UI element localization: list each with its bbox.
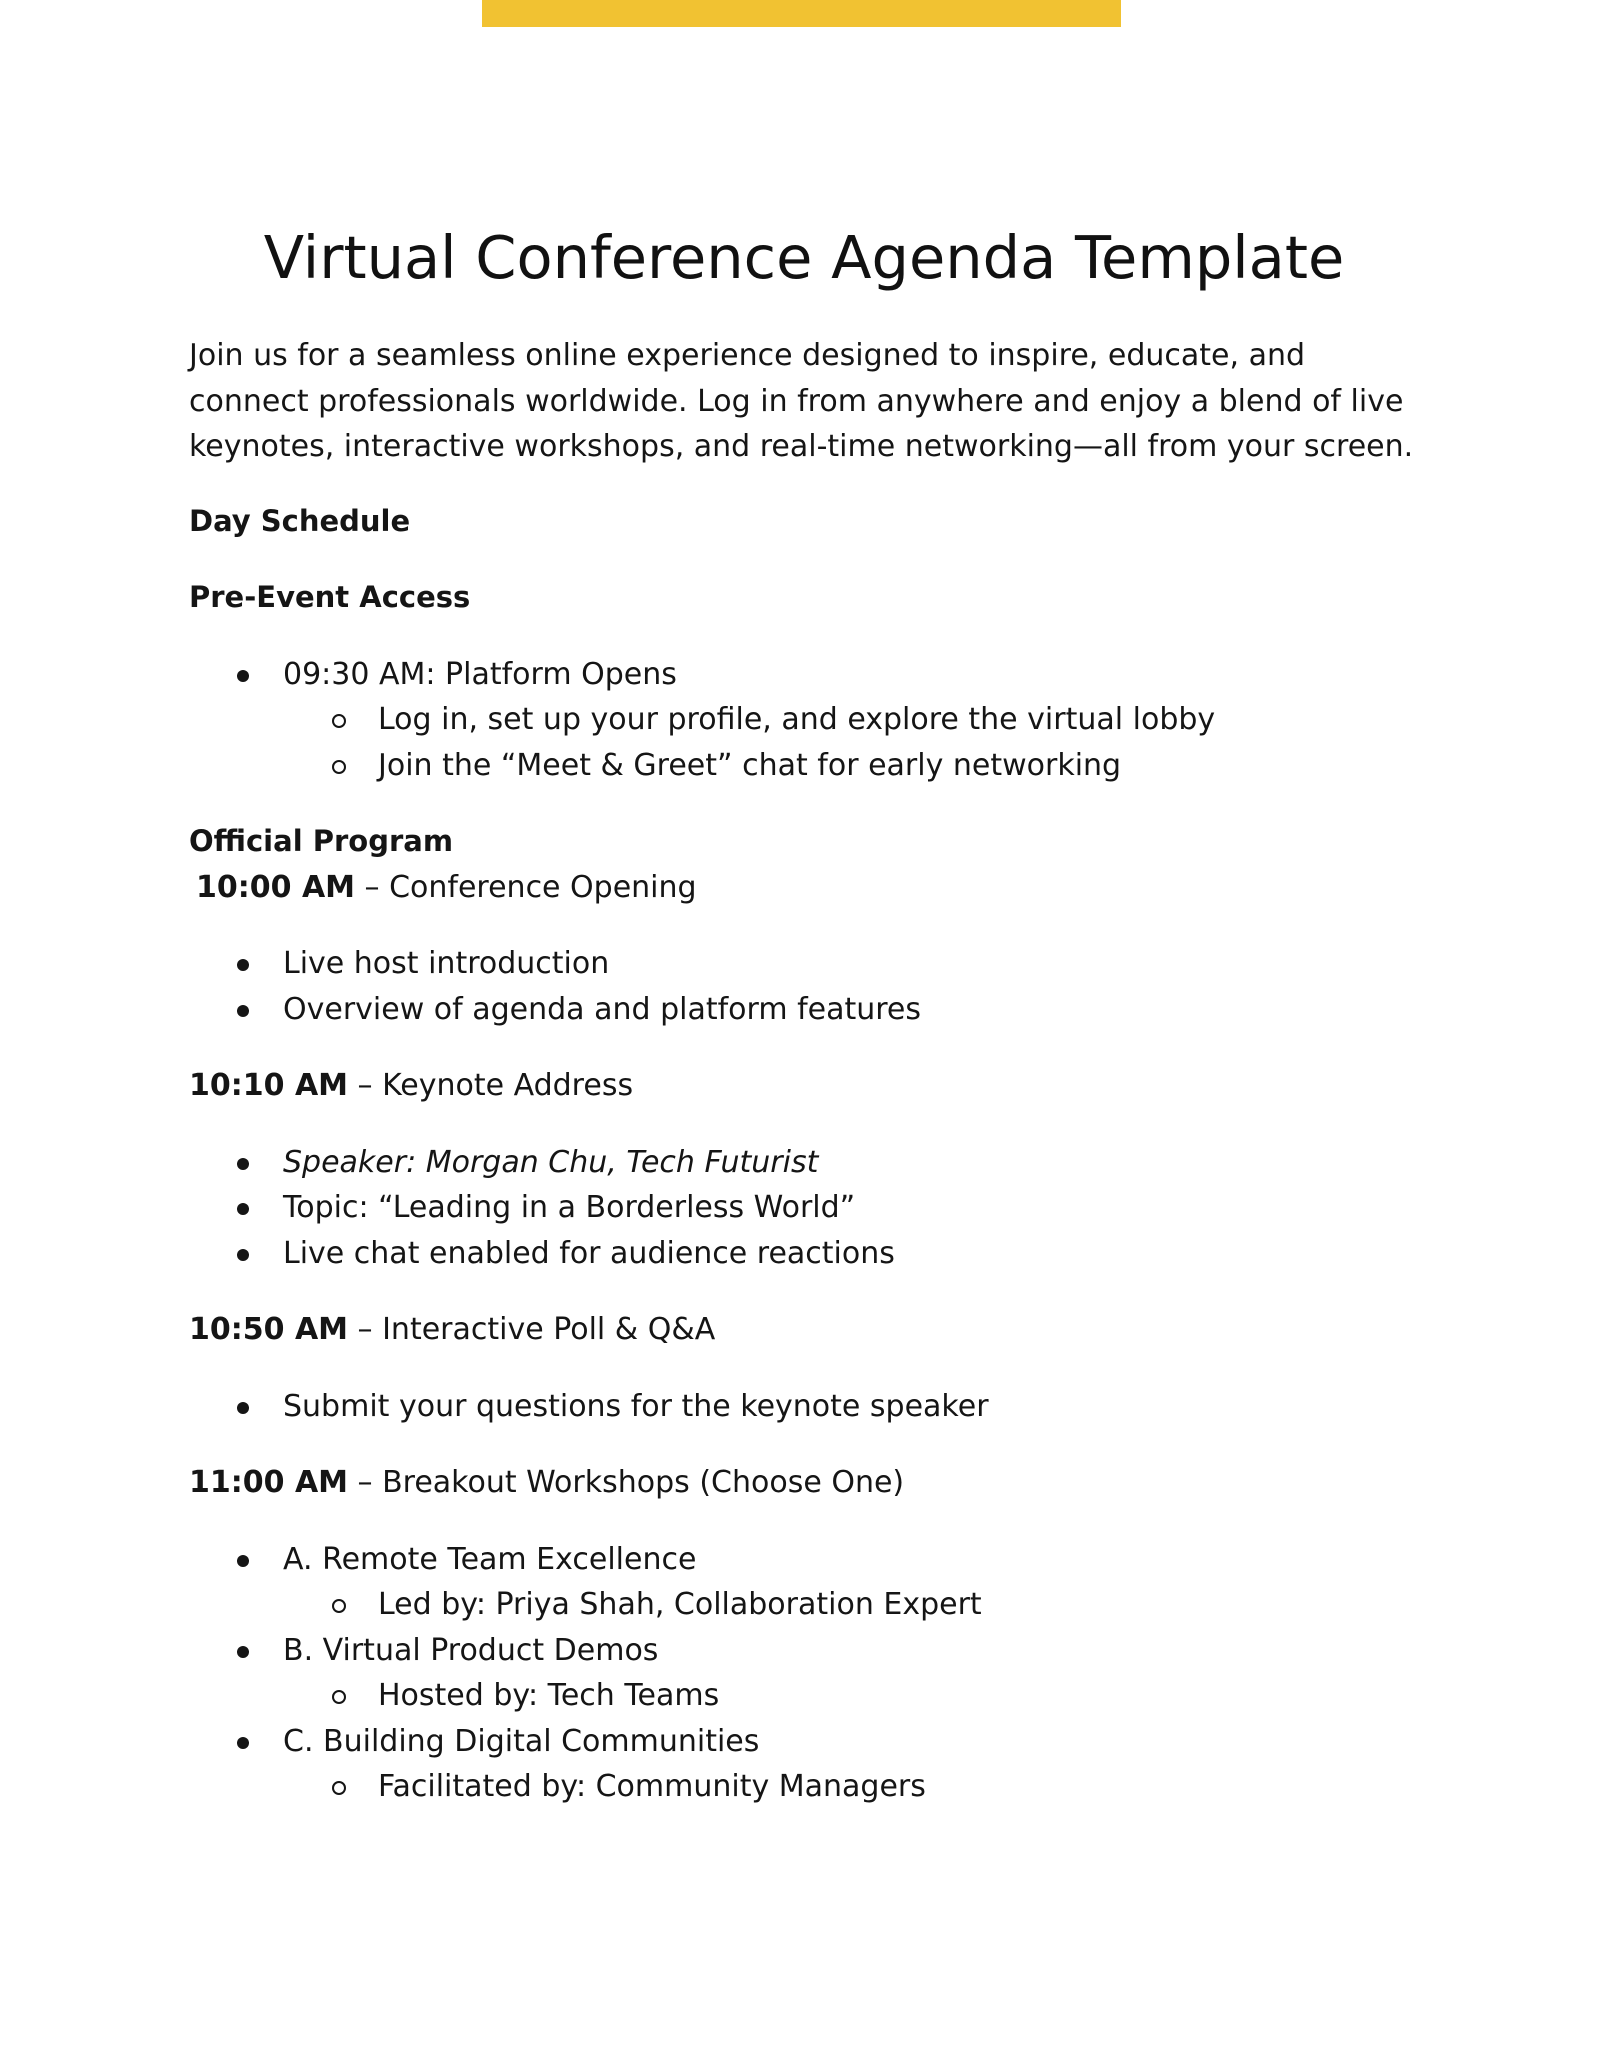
list-item [189, 1719, 1419, 1765]
bullet-icon [237, 1737, 249, 1749]
workshop-detail: Led by: Priya Shah, Collaboration Expert [378, 1587, 982, 1622]
sub-list-item [189, 743, 1419, 789]
bullet-icon [237, 1646, 249, 1658]
speaker-text: Speaker: Morgan Chu, Tech Futurist [283, 1144, 819, 1180]
bullet-icon [237, 1005, 249, 1017]
list-item [189, 1140, 1419, 1186]
list-item-text: Live host introduction [283, 946, 610, 981]
document-title: Virtual Conference Agenda Template [263, 223, 1345, 292]
header-accent-bar [482, 0, 1121, 27]
document-body [189, 212, 1419, 1810]
session-title: – Conference Opening [355, 869, 697, 905]
poll-list [189, 1384, 1419, 1430]
bullet-icon [237, 1249, 249, 1261]
pre-event-heading: Pre-Event Access [189, 580, 471, 614]
list-item [189, 941, 1419, 987]
hollow-bullet-icon [332, 714, 346, 728]
bullet-icon [237, 1555, 249, 1567]
workshop-detail: Hosted by: Tech Teams [378, 1678, 720, 1713]
list-item [189, 1185, 1419, 1231]
session-opening-line [189, 865, 1419, 911]
session-time: 10:00 AM [196, 869, 356, 905]
workshops-list [189, 1537, 1419, 1810]
session-keynote-line [189, 1063, 1419, 1109]
list-item [189, 987, 1419, 1033]
sub-list-item-text: Log in, set up your profile, and explore the virtual lobby [378, 702, 1216, 737]
sub-list-item-text: Join the “Meet & Greet” chat for early networking [378, 747, 1122, 783]
hollow-bullet-icon [332, 1599, 346, 1613]
day-schedule-heading: Day Schedule [189, 503, 411, 538]
opening-list [189, 941, 1419, 1032]
session-title: – Keynote Address [348, 1068, 634, 1103]
session-title: – Breakout Workshops (Choose One) [348, 1465, 905, 1500]
bullet-icon [237, 670, 249, 682]
list-item [189, 1384, 1419, 1430]
sub-list-item [189, 1582, 1419, 1628]
list-item-text: Submit your questions for the keynote speaker [283, 1388, 989, 1424]
list-item [189, 652, 1419, 698]
workshop-name: A. Remote Team Excellence [283, 1541, 697, 1577]
official-program-heading: Official Program [189, 824, 454, 858]
hollow-bullet-icon [332, 1781, 346, 1795]
sub-list-item [189, 1673, 1419, 1719]
workshop-name: C. Building Digital Communities [283, 1723, 760, 1759]
bullet-icon [237, 1402, 249, 1414]
session-workshops-line [189, 1460, 1419, 1506]
list-item [189, 1537, 1419, 1583]
workshop-detail: Facilitated by: Community Managers [378, 1769, 926, 1804]
session-poll-line [189, 1307, 1419, 1353]
workshop-name: B. Virtual Product Demos [283, 1632, 659, 1668]
bullet-icon [237, 959, 249, 971]
list-item-text: Topic: “Leading in a Borderless World” [283, 1190, 856, 1225]
list-item-text: 09:30 AM: Platform Opens [283, 656, 677, 692]
session-time: 10:50 AM [189, 1312, 349, 1347]
sub-list-item [189, 697, 1419, 743]
list-item-text: Overview of agenda and platform features [283, 991, 922, 1027]
intro-paragraph: Join us for a seamless online experience designed to inspire, educate, and connect professionals worldwide. Log in from anywhere and enjoy a blend of live keynotes, interactive workshops, and real-time networking—all from your screen. [189, 338, 1414, 464]
keynote-list [189, 1140, 1419, 1277]
bullet-icon [237, 1158, 249, 1170]
session-time: 11:00 AM [189, 1465, 349, 1500]
list-item [189, 1628, 1419, 1674]
pre-event-list [189, 652, 1419, 789]
list-item-text: Live chat enabled for audience reactions [283, 1235, 895, 1271]
bullet-icon [237, 1203, 249, 1215]
hollow-bullet-icon [332, 760, 346, 774]
hollow-bullet-icon [332, 1690, 346, 1704]
session-time: 10:10 AM [189, 1068, 349, 1103]
sub-list-item [189, 1764, 1419, 1810]
session-title: – Interactive Poll & Q&A [348, 1312, 716, 1347]
list-item [189, 1231, 1419, 1277]
